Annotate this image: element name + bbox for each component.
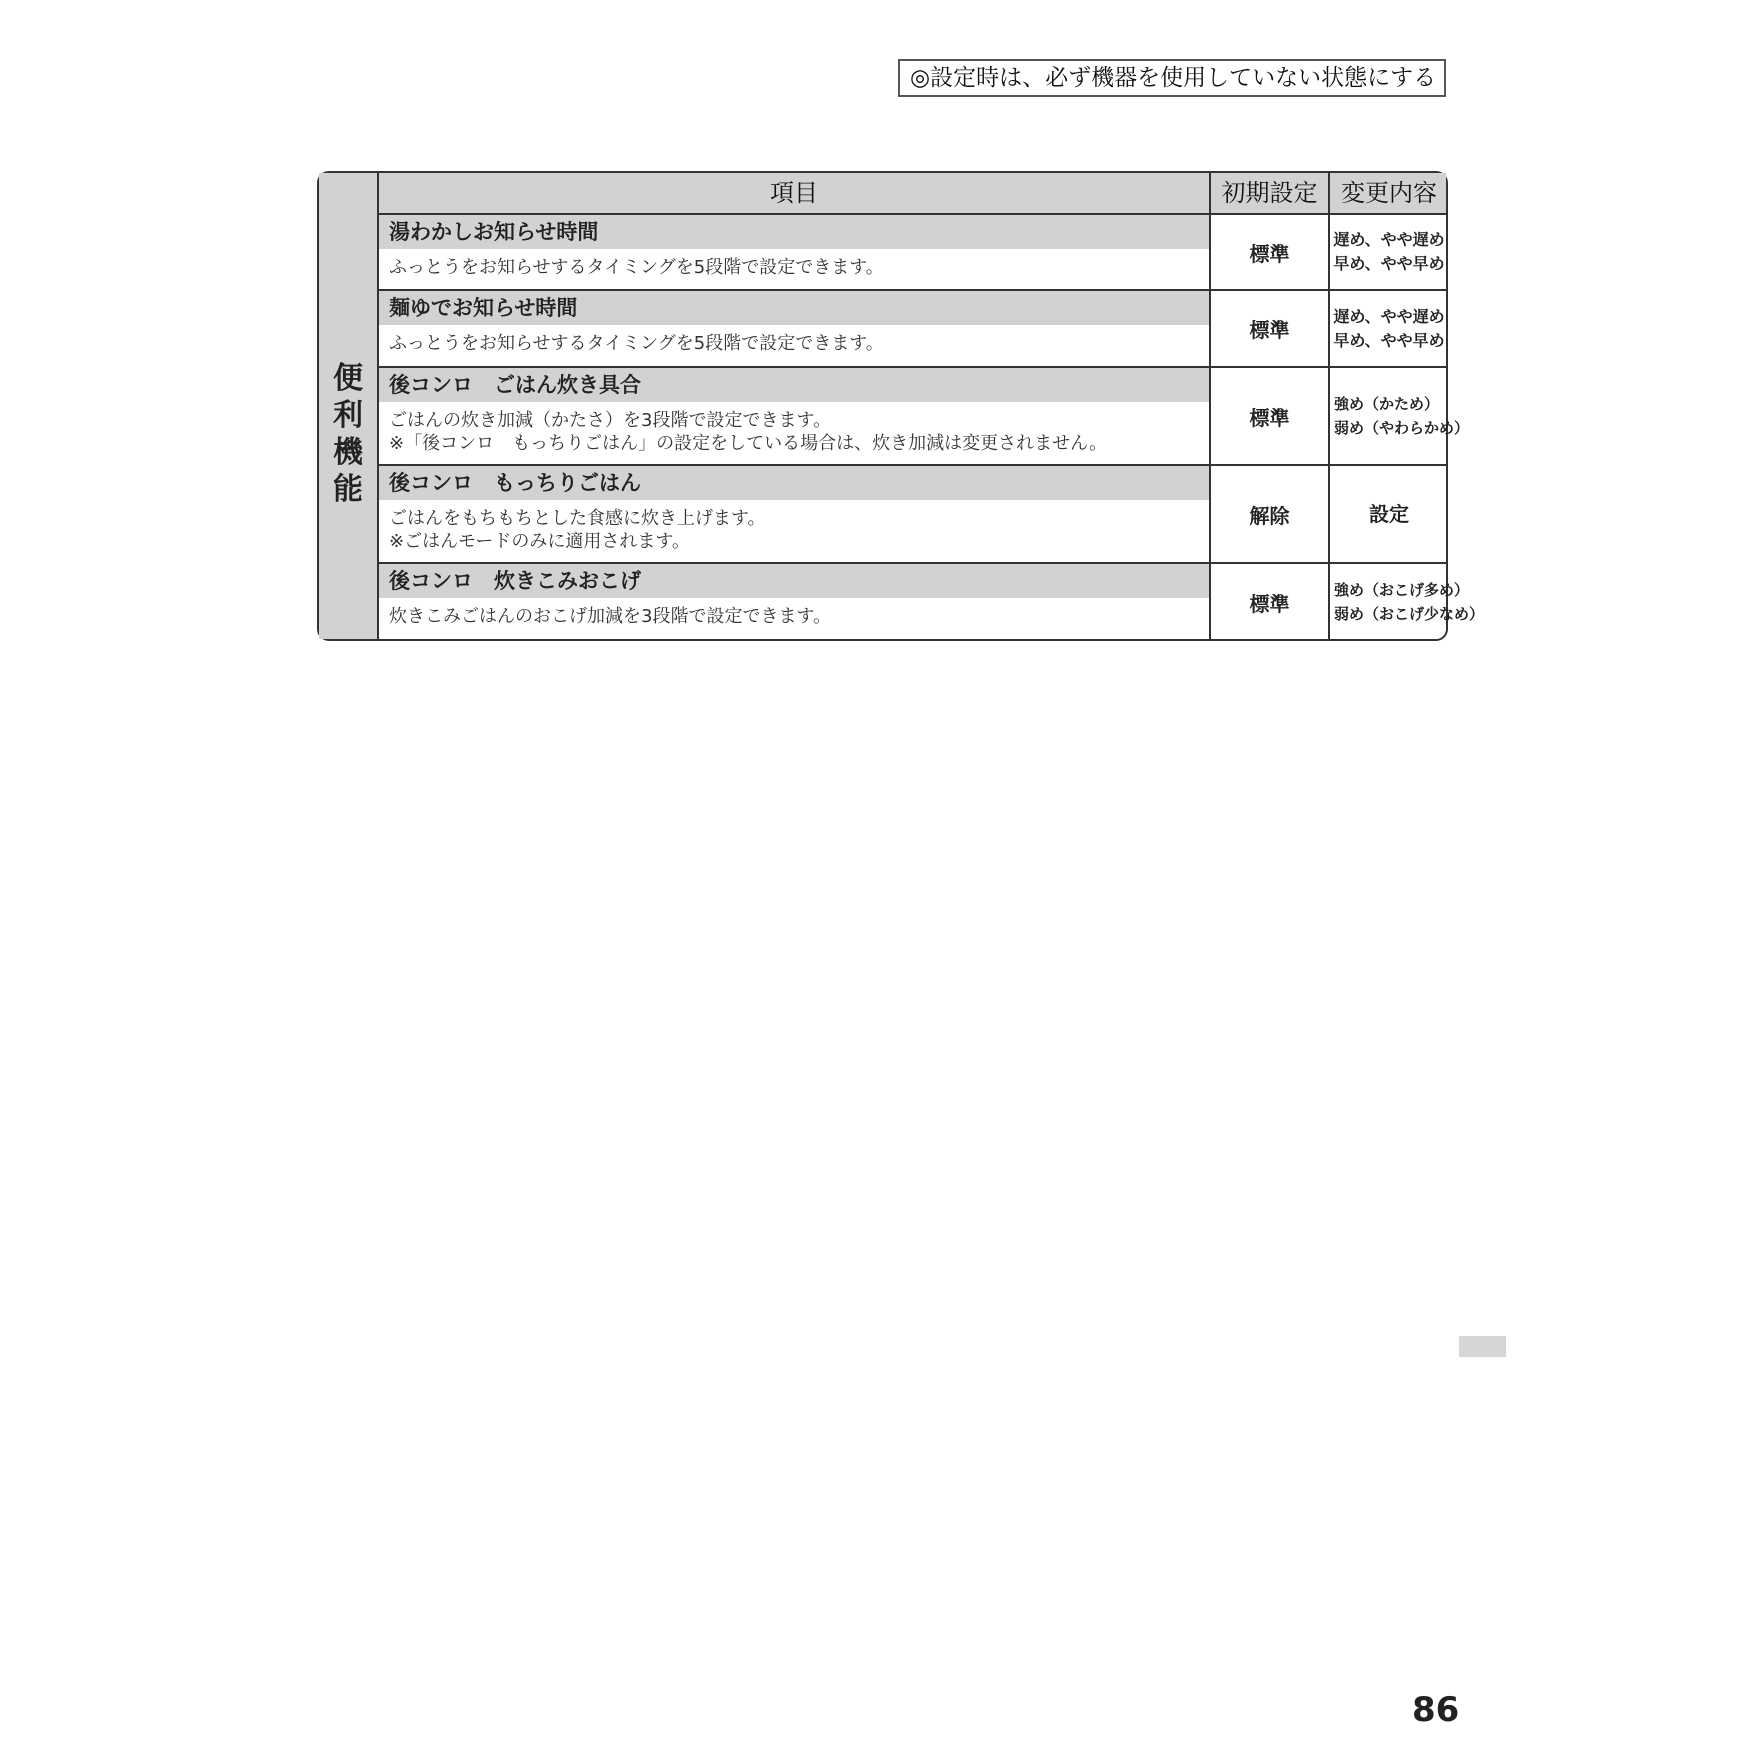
initial-setting-value: 標準	[1211, 215, 1330, 289]
item-description: ごはんの炊き加減（かたさ）を3段階で設定できます。 ※「後コンロ もっちりごはん」の設定をしている場合は、炊き加減は変更されません。	[389, 410, 1108, 454]
page-number: 86	[1412, 1690, 1460, 1730]
table-row	[379, 291, 1446, 368]
initial-setting-value: 標準	[1211, 368, 1330, 464]
item-description: 炊きこみごはんのおこげ加減を3段階で設定できます。	[389, 606, 832, 627]
change-options: 強め（かため） 弱め（やわらかめ）	[1334, 395, 1470, 437]
item-cell	[379, 466, 1211, 562]
initial-setting-value: 標準	[1211, 564, 1330, 640]
header-change-options: 変更内容	[1341, 179, 1437, 207]
table-row	[379, 466, 1446, 564]
table-row	[379, 564, 1485, 640]
item-cell	[379, 215, 1211, 289]
table-header	[379, 173, 1446, 215]
settings-table	[317, 171, 1485, 641]
category-label: 便 利 機 能	[333, 361, 363, 507]
page-edge-tab	[1459, 1336, 1506, 1357]
table-row	[379, 368, 1470, 466]
change-options: 強め（おこげ多め） 弱め（おこげ少なめ）	[1334, 581, 1485, 623]
settings-notice: ◎設定時は、必ず機器を使用していない状態にする	[898, 59, 1446, 97]
item-cell	[379, 291, 1211, 366]
table-row	[379, 215, 1446, 291]
item-title: 麺ゆでお知らせ時間	[379, 291, 1209, 325]
item-title: 後コンロ ごはん炊き具合	[379, 368, 1209, 402]
change-options: 遅め、やや遅め 早め、やや早め	[1333, 230, 1445, 273]
change-options: 設定	[1369, 502, 1409, 526]
header-item: 項目	[379, 173, 1211, 213]
item-description: ふっとうをお知らせするタイミングを5段階で設定できます。	[389, 333, 884, 354]
initial-setting-value: 解除	[1211, 466, 1330, 562]
item-description: ふっとうをお知らせするタイミングを5段階で設定できます。	[389, 257, 884, 278]
item-title: 後コンロ 炊きこみおこげ	[379, 564, 1209, 598]
change-options: 遅め、やや遅め 早め、やや早め	[1333, 306, 1445, 350]
item-cell	[379, 564, 1211, 640]
item-title: 後コンロ もっちりごはん	[379, 466, 1209, 500]
initial-setting-value: 標準	[1211, 291, 1330, 366]
item-cell	[379, 368, 1211, 464]
item-description: ごはんをもちもちとした食感に炊き上げます。 ※ごはんモードのみに適用されます。	[389, 508, 766, 552]
item-title: 湯わかしお知らせ時間	[379, 215, 1209, 249]
header-initial-setting: 初期設定	[1211, 173, 1330, 213]
category-column	[319, 173, 379, 639]
